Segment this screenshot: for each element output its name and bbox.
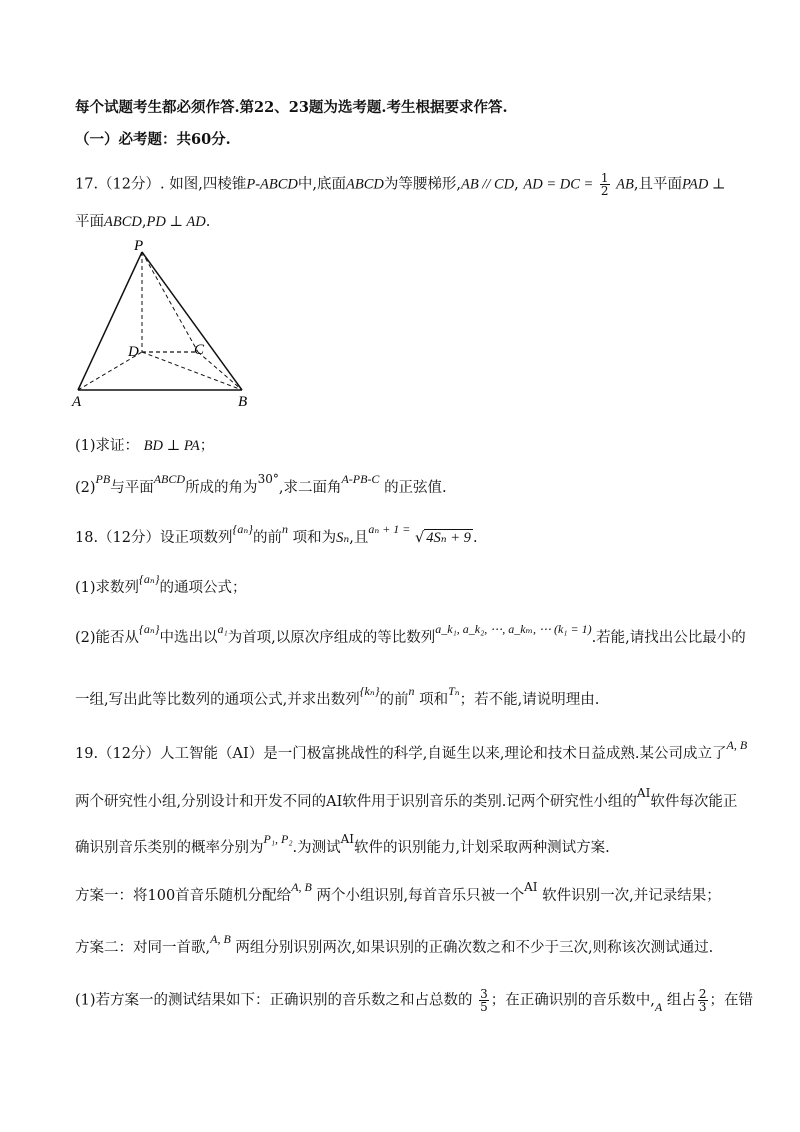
q19-line3: 确识别音乐类别的概率分别为$^{P_1, P_2}$.为测试$^{AI}$软件的识别能力,计划采取两种测试方案. (75, 832, 610, 856)
fraction-one-half: $\frac{1}{2}$ (600, 171, 609, 198)
q18-part1: (1)求数列$^{\{a_n\}}$的通项公式； (75, 572, 247, 596)
pyramid-figure (70, 238, 270, 410)
q17-part2: $(2)^{PB}$与平面$^{ABCD}$所成的角为$^{30^\circ}$,求二面角$^{A-PB-C}$ 的正弦值. (75, 472, 447, 496)
q19-number: 19.（12分） (75, 746, 161, 762)
edge-CB (198, 352, 242, 390)
label-P: P (134, 238, 144, 254)
q18-part2-line2: 一组,写出此等比数列的通项公式,并求出数列$^{\{k_n\}}$的前$^n$ 项和$^{T_n}$；若不能,请说明理由. (75, 684, 600, 708)
q17-line2: 平面ABCD,PD ⊥ AD. (75, 214, 211, 230)
fraction-three-fifths: $\frac{3}{5}$ (480, 987, 488, 1014)
q17-part1: (1)求证： BD ⊥ PA； (75, 438, 215, 454)
exam-instruction: 每个试题考生都必须作答.第22、23题为选考题.考生根据要求作答. (75, 99, 508, 116)
label-B: B (238, 394, 248, 410)
q18-part2-line1: (2)能否从$^{\{a_n\}}$中选出以$^{a_1}$为首项,以原次序组成的等比数列$^{a\_k_1, a\_k_2, \cdots, a\_k_m, \cdots (k_1 = 1)}$.若能,请找出公比最小的 (75, 622, 746, 646)
section-heading: （一）必考题：共60分. (75, 131, 231, 148)
edge-PA (78, 252, 142, 390)
label-D: D (128, 344, 139, 360)
label-A: A (72, 394, 82, 410)
edge-PC (142, 252, 198, 352)
q19-plan2: 方案二：对同一首歌,$^{A, B}$ 两组分别识别两次,如果识别的正确次数之和不少于三次,则称该次测试通过. (75, 932, 714, 956)
edge-PB (142, 252, 242, 390)
edge-DB (142, 352, 242, 390)
q19-line2: 两个研究性小组,分别设计和开发不同的AI软件用于识别音乐的类别.记两个研究性小组的$^{AI}$软件每次能正 (75, 786, 738, 810)
q19-plan1: 方案一：将100首音乐随机分配给$^{A, B}$ 两个小组识别,每首音乐只被一个$^{AI}$ 软件识别一次,并记录结果； (75, 880, 721, 904)
label-C: C (194, 342, 205, 358)
q19-line1: 19.（12分）人工智能（AI）是一门极富挑战性的科学,自诞生以来,理论和技术日益成熟.某公司成立了$^{A, B}$ (75, 738, 748, 762)
q18-number: 18.（12分） (75, 530, 161, 546)
q17-line1: 17.（12分）. 如图,四棱锥P-ABCD中,底面ABCD为等腰梯形,AB // CD, AD = DC = $\frac{1}{2}$ AB,且平面PAD ⊥ (75, 171, 726, 198)
fraction-two-thirds: $\frac{2}{3}$ (698, 987, 707, 1014)
q17-number: 17.（12分）. (75, 176, 165, 193)
q19-part1: (1)若方案一的测试结果如下：正确识别的音乐数之和占总数的 $\frac{3}{5}$ ；在正确识别的音乐数中$,_A$ 组占 $\frac{2}{3}$ ；在错 (75, 987, 753, 1014)
q18-line1: 18.（12分）设正项数列$^{\{a_n\}}$的前$^n$ 项和为Sₙ,且$^{a_n + 1 =}$ √ 4Sₙ + 9 . (75, 522, 478, 546)
